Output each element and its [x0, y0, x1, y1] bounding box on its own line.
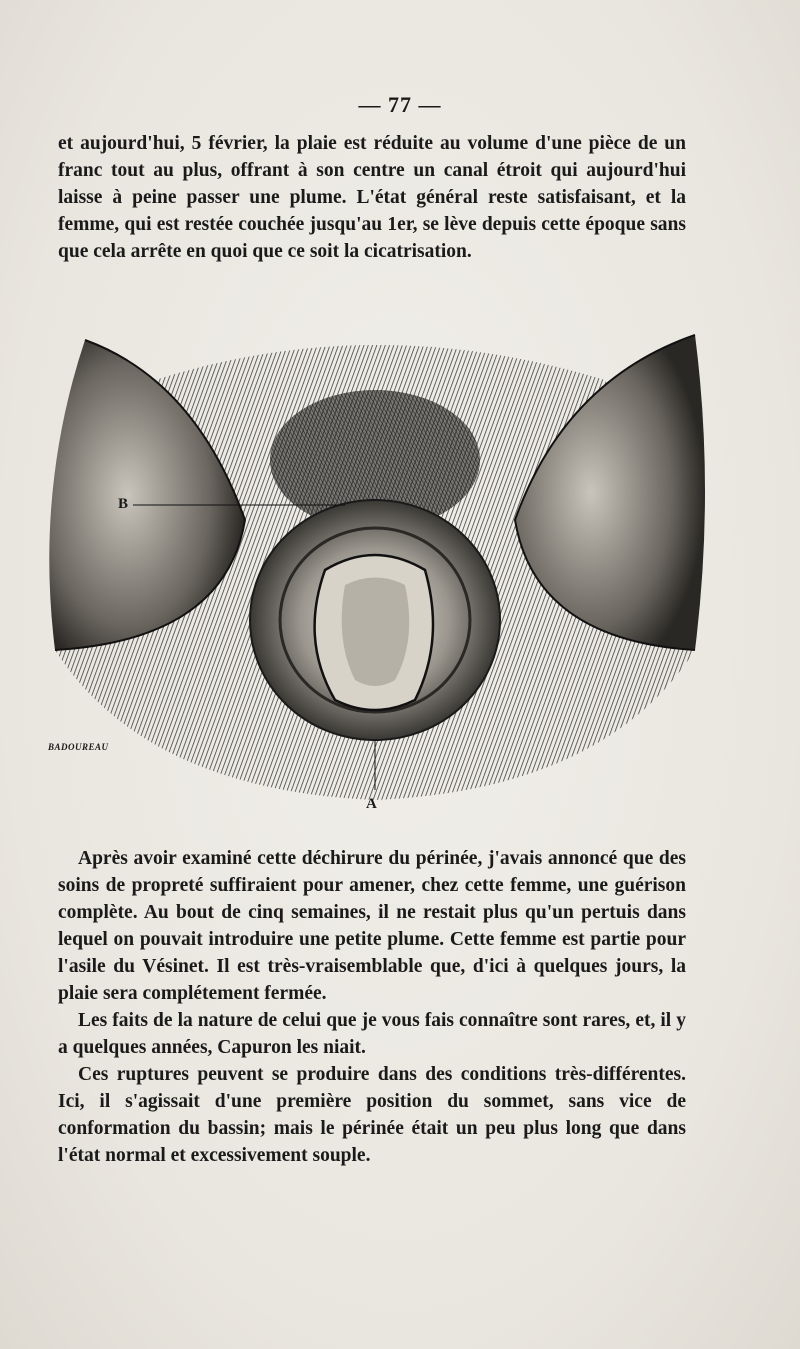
- top-paragraph-block: [58, 130, 686, 265]
- paragraph: Après avoir examiné cette déchirure du périnée, j'avais annoncé que des soins de propreté suffiraient pour amener, chez cette femme, une guérison complète. Au bout de cinq semaines, il ne restait plus qu'un pertuis dans lequel on pouvait introduire une petite plume. Cette femme est partie pour l'asile du Vésinet. Il est très-vraisemblable que, d'ici à quelques jours, la plaie sera complétement fermée.: [58, 848, 686, 1004]
- figure-label-b: B: [118, 496, 129, 512]
- paragraph: Ces ruptures peuvent se produire dans des conditions très-différentes. Ici, il s'agissait d'une première position du sommet, sans vice de conformation du bassin; mais le périnée était un peu plus long que dans l'état normal et excessivement souple.: [58, 1064, 686, 1166]
- top-paragraph: et aujourd'hui, 5 février, la plaie est réduite au volume d'une pièce de un franc tout au plus, offrant à son centre un canal étroit qui aujourd'hui laisse à peine passer une plume. L'état général reste satisfaisant, et la femme, qui est restée couchée jusqu'au 1er, se lève depuis cette époque sans que cela arrête en quoi que ce soit la cicatrisation.: [58, 133, 686, 262]
- figure-label-a: A: [366, 796, 377, 812]
- engraver-signature: BADOUREAU: [48, 742, 109, 752]
- anatomical-engraving: [45, 320, 705, 820]
- paragraph: Les faits de la nature de celui que je vous fais connaître sont rares, et, il y a quelques années, Capuron les niait.: [58, 1010, 686, 1058]
- engraving-illustration: [45, 320, 705, 820]
- bottom-text-block: [58, 845, 686, 1169]
- page-number: — 77 —: [358, 92, 442, 117]
